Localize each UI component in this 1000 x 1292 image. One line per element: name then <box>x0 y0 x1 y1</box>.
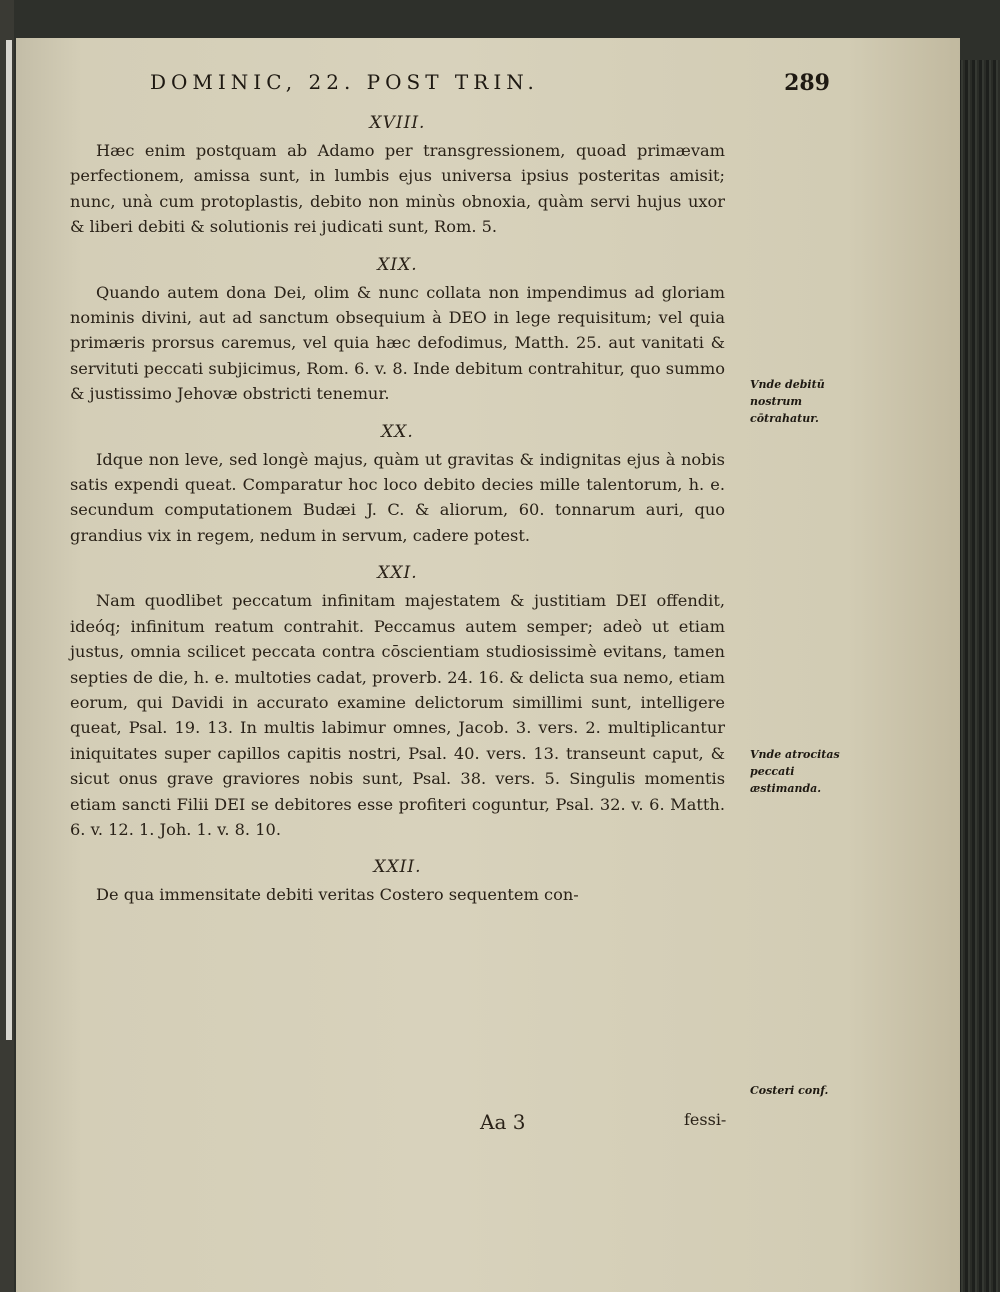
section-paragraph: De qua immensitate debiti veritas Costero sequentem con- <box>96 885 579 905</box>
section-number: XX. <box>381 421 414 442</box>
section-number: XXI. <box>377 563 418 584</box>
signature-mark: Aa 3 <box>480 1110 526 1134</box>
page-footer <box>420 1110 820 1142</box>
page-header <box>150 70 870 110</box>
section-number: XIX. <box>377 254 418 275</box>
page-number: 289 <box>784 70 830 96</box>
book-page-edges <box>958 60 1000 1292</box>
catchword: fessi- <box>684 1110 727 1129</box>
section-number: XVIII. <box>369 113 426 133</box>
page-body <box>70 108 725 918</box>
section-paragraph: Quando autem dona Dei, olim & nunc collata non impendimus ad gloriam nominis divini, aut ad sanctum obsequium à DEO in lege requisitum; vel quia primæris prorsus caremus, vel quia hæc defodimus, Matth. 25. aut vanitati & servituti peccati subjicimus, Rom. 6. v. 8. Inde debitum contrahitur, quo summo & justissimo Jehovæ obstricti tenemur. <box>70 282 725 404</box>
section-paragraph: Nam quodlibet peccatum infinitam majestatem & justitiam DEI offendit, ideóq; infinitum reatum contrahit. Peccamus autem semper; adeò ut etiam justus, omnia scilicet peccata contra cōscientiam studiosissimè evitans, tamen septies de die, h. e. multoties cadat, proverb. 24. 16. & delicta sua nemo, etiam eorum, qui Davidi in accurato examine delictorum simillimi sunt, intelligere queat, Psal. 19. 13. In multis labimur omnes, Jacob. 3. vers. 2. multiplicantur iniquitates super capillos capitis nostri, Psal. 40. vers. 13. transeunt caput, & sicut onus grave graviores nobis sunt, Psal. 38. vers. 5. Singulis momentis etiam sancti Filii DEI se debitores esse profiteri coguntur, Psal. 32. v. 6. Matth. 6. v. 12. 1. Joh. 1. v. 8. 10. <box>70 591 725 839</box>
running-head: DOMINIC, 22. POST TRIN. <box>150 70 539 94</box>
section-number: XXII. <box>373 857 422 878</box>
margin-note: Costeri conf. <box>750 1084 829 1097</box>
margin-note: Vnde debitū nostrum cōtrahatur. <box>750 378 825 425</box>
section-paragraph: Hæc enim postquam ab Adamo per transgressionem, quoad primævam perfectionem, amissa sunt, in lumbis ejus universa ipsius posteritas amisit; nunc, unà cum protoplastis, debito non minùs obnoxia, quàm servi hujus uxor & liberi debiti & solutionis rei judicati sunt, Rom. 5. <box>70 141 725 237</box>
margin-note: Vnde atrocitas peccati æstimanda. <box>750 748 840 795</box>
facing-page-edge <box>6 40 12 1040</box>
section-paragraph: Idque non leve, sed longè majus, quàm ut gravitas & indignitas ejus à nobis satis expendi queat. Comparatur hoc loco debito decies mille talentorum, h. e. secundum computationem Budæi J. C. & aliorum, 60. tonnarum auri, quo grandius vix in regem, nedum in servum, cadere potest. <box>70 449 725 545</box>
